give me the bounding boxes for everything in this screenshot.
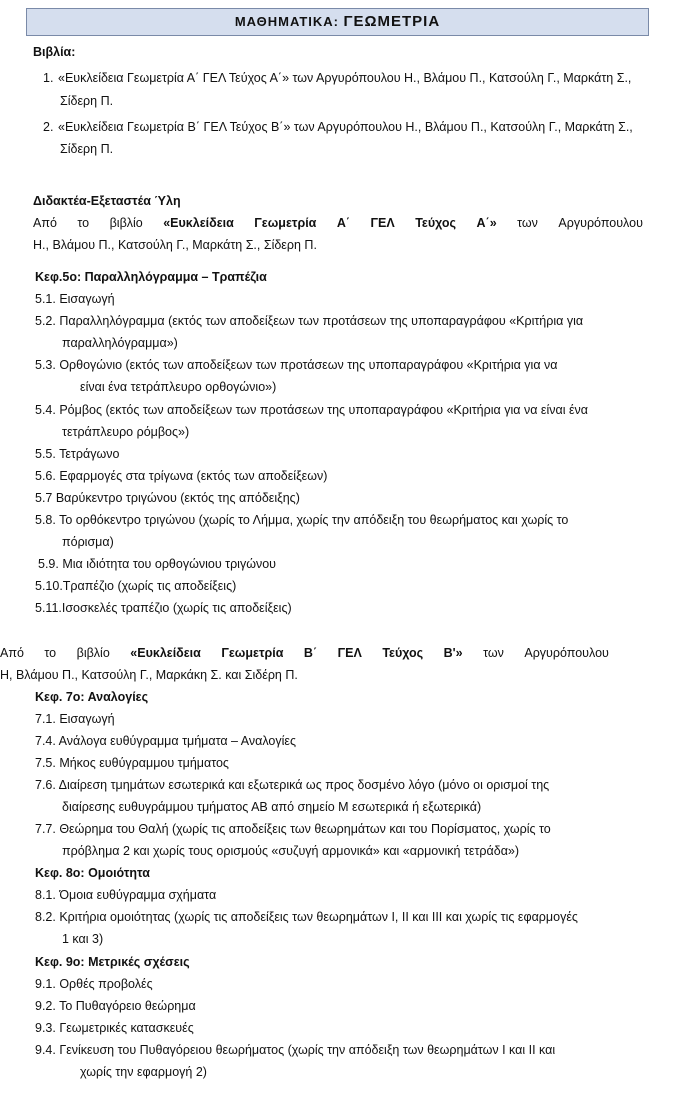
list-item: 7.5. Μήκος ευθύγραμμου τμήματος bbox=[35, 756, 229, 770]
list-item-continuation: 1 και 3) bbox=[62, 932, 104, 946]
intro-word: Αργυρόπουλου bbox=[524, 646, 609, 660]
intro-word: Γεωμετρία bbox=[254, 216, 317, 230]
intro-word: το bbox=[44, 646, 57, 660]
list-item-continuation: πόρισμα) bbox=[62, 535, 114, 549]
intro-word: Α΄» bbox=[476, 216, 497, 230]
list-item: 5.8. Το ορθόκεντρο τριγώνου (χωρίς το Λήμμα, χωρίς την απόδειξη του θεωρήματος και χωρίς το bbox=[35, 513, 569, 527]
list-item: 5.9. Μια ιδιότητα του ορθογώνιου τριγώνου bbox=[38, 557, 277, 571]
intro-word: των bbox=[517, 216, 538, 230]
list-item: 7.6. Διαίρεση τμημάτων εσωτερικά και εξωτερικά ως προς δοσμένο λόγο (μόνο οι ορισμοί της bbox=[35, 778, 550, 792]
chapter-5-heading: Κεφ.5ο: Παραλληλόγραμμα – Τραπέζια bbox=[35, 270, 267, 284]
list-item: 7.7. Θεώρημα του Θαλή (χωρίς τις αποδείξεις των θεωρημάτων και του Πορίσματος, χωρίς το bbox=[35, 822, 551, 836]
list-item-continuation: χωρίς την εφαρμογή 2) bbox=[80, 1065, 207, 1079]
book-2-line1: «Ευκλείδεια Γεωμετρία Β΄ ΓΕΛ Τεύχος Β΄» των Αργυρόπουλου Η., Βλάμου Π., Κατσούλη Γ., Μαρκάτη Σ., bbox=[58, 120, 633, 134]
title-prefix: ΜΑΘΗΜΑΤΙΚΑ: bbox=[234, 14, 339, 29]
book-2-number: 2. bbox=[43, 120, 54, 134]
list-item-continuation: διαίρεσης ευθυγράμμου τμήματος ΑΒ από σημείο Μ εσωτερικά ή εξωτερικά) bbox=[62, 800, 482, 814]
book-a-intro-line2: Η., Βλάμου Π., Κατσούλη Γ., Μαρκάτη Σ., Σίδερη Π. bbox=[33, 238, 317, 252]
intro-word: «Ευκλείδεια bbox=[130, 646, 201, 660]
intro-word: Γεωμετρία bbox=[221, 646, 284, 660]
book-1-number: 1. bbox=[43, 71, 54, 85]
intro-word: ΓΕΛ bbox=[370, 216, 395, 230]
books-heading: Βιβλία: bbox=[33, 45, 76, 59]
list-item: 9.2. Το Πυθαγόρειο θεώρημα bbox=[35, 999, 196, 1013]
intro-word: Β'» bbox=[443, 646, 463, 660]
list-item-continuation: πρόβλημα 2 και χωρίς τους ορισμούς «συζυγή αρμονικά» και «αρμονική τετράδα») bbox=[62, 844, 520, 858]
list-item: 5.6. Εφαρμογές στα τρίγωνα (εκτός των αποδείξεων) bbox=[35, 469, 328, 483]
list-item-continuation: παραλληλόγραμμα») bbox=[62, 336, 178, 350]
intro-word: βιβλίο bbox=[109, 216, 143, 230]
intro-word: Αργυρόπουλου bbox=[558, 216, 643, 230]
list-item: 7.4. Ανάλογα ευθύγραμμα τμήματα – Αναλογίες bbox=[35, 734, 297, 748]
list-item-continuation: τετράπλευρο ρόμβος») bbox=[62, 425, 190, 439]
list-item: 8.1. Όμοια ευθύγραμμα σχήματα bbox=[35, 888, 217, 902]
list-item: 8.2. Κριτήρια ομοιότητας (χωρίς τις αποδείξεις των θεωρημάτων Ι, ΙΙ και ΙΙΙ και χωρίς τις εφαρμογές bbox=[35, 910, 578, 924]
book-2-line2: Σίδερη Π. bbox=[60, 142, 114, 156]
intro-word: Τεύχος bbox=[382, 646, 424, 660]
list-item: 9.1. Ορθές προβολές bbox=[35, 977, 153, 991]
intro-word: Τεύχος bbox=[415, 216, 457, 230]
list-item: 5.2. Παραλληλόγραμμα (εκτός των αποδείξεων των προτάσεων της υποπαραγράφου «Κριτήρια για bbox=[35, 314, 584, 328]
syllabus-heading: Διδακτέα-Εξεταστέα Ύλη bbox=[33, 194, 181, 208]
list-item: 5.5. Τετράγωνο bbox=[35, 447, 120, 461]
chapter-8-heading: Κεφ. 8ο: Ομοιότητα bbox=[35, 866, 150, 880]
list-item: 5.7 Βαρύκεντρο τριγώνου (εκτός της απόδειξης) bbox=[35, 491, 300, 505]
list-item: 9.3. Γεωμετρικές κατασκευές bbox=[35, 1021, 194, 1035]
book-a-intro bbox=[33, 216, 643, 230]
page-title bbox=[26, 8, 649, 36]
list-item: 5.1. Εισαγωγή bbox=[35, 292, 115, 306]
book-1-line2: Σίδερη Π. bbox=[60, 94, 114, 108]
title-main: ΓΕΩΜΕΤΡΙΑ bbox=[343, 13, 441, 30]
intro-word: Από bbox=[0, 646, 24, 660]
intro-word: Α΄ bbox=[336, 216, 351, 230]
list-item: 5.10.Τραπέζιο (χωρίς τις αποδείξεις) bbox=[35, 579, 237, 593]
list-item: 5.11.Ισοσκελές τραπέζιο (χωρίς τις αποδείξεις) bbox=[35, 601, 292, 615]
intro-word: βιβλίο bbox=[76, 646, 110, 660]
intro-word: «Ευκλείδεια bbox=[163, 216, 234, 230]
intro-word: Από bbox=[33, 216, 57, 230]
list-item: 5.4. Ρόμβος (εκτός των αποδείξεων των προτάσεων της υποπαραγράφου «Κριτήρια για να είναι ένα bbox=[35, 403, 589, 417]
book-b-intro-line2: Η, Βλάμου Π., Κατσούλη Γ., Μαρκάκη Σ. και Σιδέρη Π. bbox=[0, 668, 298, 682]
book-1-line1: «Ευκλείδεια Γεωμετρία Α΄ ΓΕΛ Τεύχος Α΄» των Αργυρόπουλου Η., Βλάμου Π., Κατσούλη Γ., Μαρκάτη Σ., bbox=[58, 71, 632, 85]
book-b-intro bbox=[0, 646, 609, 660]
list-item: 9.4. Γενίκευση του Πυθαγόρειου θεωρήματος (χωρίς την απόδειξη των θεωρημάτων Ι και ΙΙ και bbox=[35, 1043, 556, 1057]
chapter-9-heading: Κεφ. 9ο: Μετρικές σχέσεις bbox=[35, 955, 190, 969]
intro-word: των bbox=[483, 646, 504, 660]
intro-word: Β΄ bbox=[303, 646, 318, 660]
intro-word: ΓΕΛ bbox=[337, 646, 362, 660]
list-item-continuation: είναι ένα τετράπλευρο ορθογώνιο») bbox=[80, 380, 277, 394]
chapter-7-heading: Κεφ. 7ο: Αναλογίες bbox=[35, 690, 149, 704]
list-item: 7.1. Εισαγωγή bbox=[35, 712, 115, 726]
list-item: 5.3. Ορθογώνιο (εκτός των αποδείξεων των προτάσεων της υποπαραγράφου «Κριτήρια για να bbox=[35, 358, 558, 372]
intro-word: το bbox=[77, 216, 90, 230]
